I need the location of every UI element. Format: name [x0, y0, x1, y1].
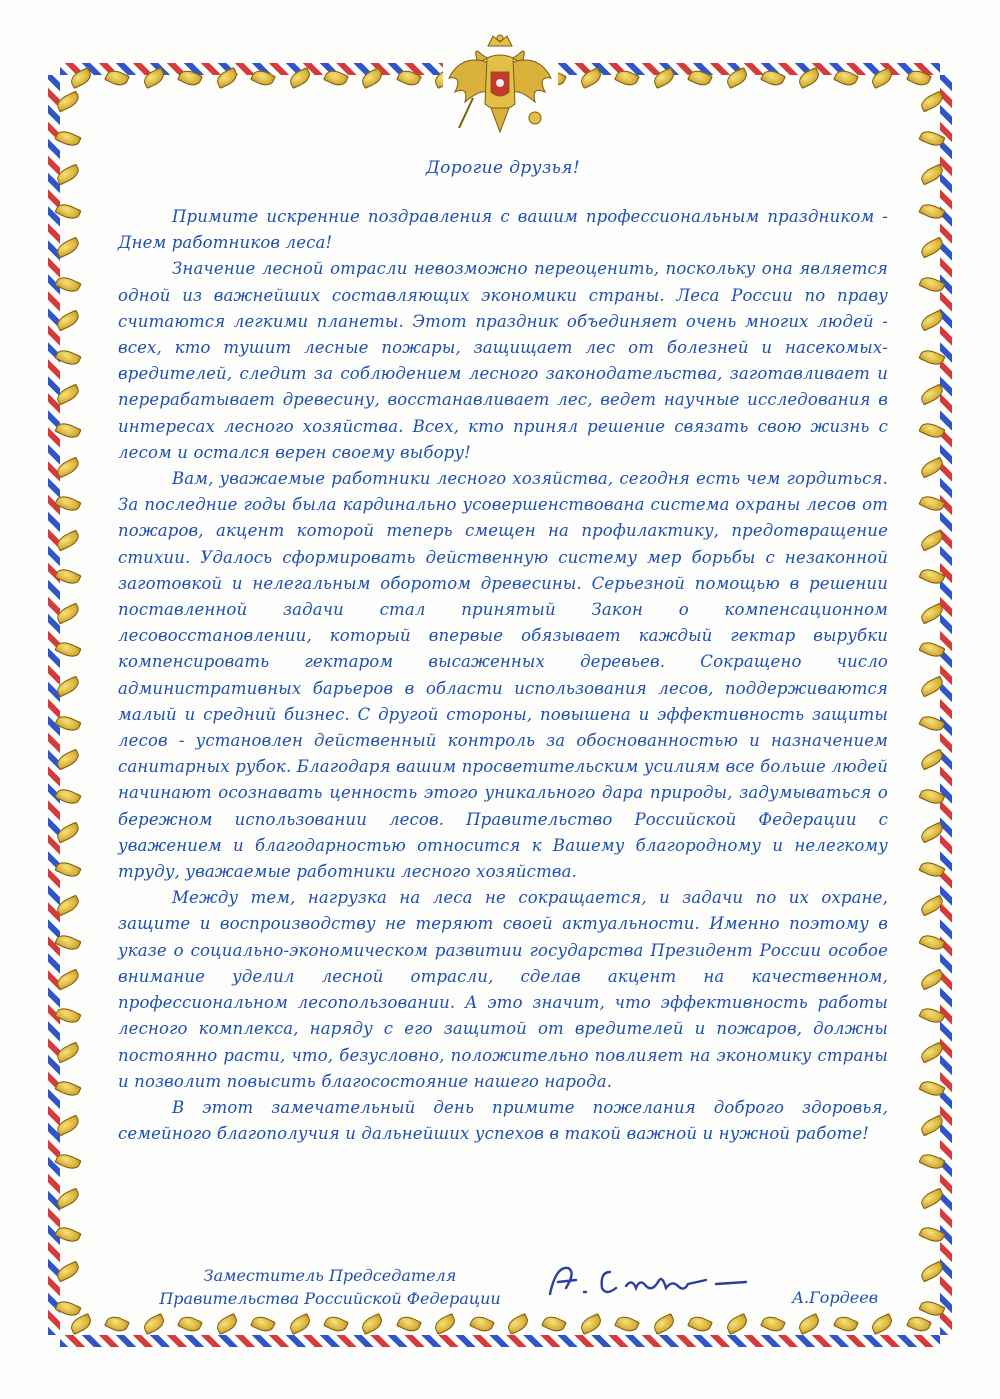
oak-leaf-icon	[54, 273, 81, 295]
oak-leaf-icon	[54, 1041, 81, 1063]
oak-leaf-icon	[54, 1005, 81, 1027]
oak-leaf-garland-bottom	[70, 1317, 930, 1339]
oak-leaf-icon	[918, 1078, 945, 1100]
oak-leaf-icon	[68, 1313, 94, 1335]
oak-leaf-icon	[54, 749, 81, 771]
paragraph: В этот замечательный день примите пожелания доброго здоровья, семейного благополучия и дальнейших успехов в такой важной и нужной работе!	[118, 1097, 888, 1144]
signature-block	[118, 1258, 888, 1318]
oak-leaf-icon	[141, 67, 167, 89]
oak-leaf-icon	[54, 968, 81, 990]
oak-leaf-icon	[724, 67, 750, 89]
oak-leaf-icon	[906, 67, 932, 89]
oak-leaf-icon	[54, 529, 81, 551]
oak-leaf-icon	[396, 67, 422, 89]
oak-leaf-icon	[54, 456, 81, 478]
signatory-title-line-1: Заместитель Председателя	[203, 1266, 457, 1285]
oak-leaf-icon	[918, 749, 945, 771]
oak-leaf-icon	[578, 67, 604, 89]
oak-leaf-garland-left	[54, 95, 82, 1315]
oak-leaf-icon	[918, 639, 945, 661]
oak-leaf-icon	[54, 822, 81, 844]
oak-leaf-icon	[54, 1224, 81, 1246]
oak-leaf-icon	[54, 310, 81, 332]
oak-leaf-icon	[918, 1261, 945, 1283]
oak-leaf-icon	[54, 1078, 81, 1100]
oak-leaf-icon	[614, 67, 640, 89]
oak-leaf-icon	[54, 858, 81, 880]
oak-leaf-icon	[54, 712, 81, 734]
oak-leaf-icon	[918, 1187, 945, 1209]
handwritten-signature	[536, 1258, 766, 1304]
oak-leaf-icon	[918, 968, 945, 990]
oak-leaf-icon	[918, 1224, 945, 1246]
oak-leaf-icon	[918, 529, 945, 551]
greeting: Дорогие друзья!	[425, 158, 581, 178]
oak-leaf-icon	[918, 1151, 945, 1173]
oak-leaf-icon	[687, 67, 713, 89]
oak-leaf-icon	[54, 493, 81, 515]
oak-leaf-icon	[918, 1041, 945, 1063]
paragraph: Между тем, нагрузка на леса не сокращается, и задачи по их охране, защите и воспроизводству не теряют своей актуальности. Именно поэтому в указе о социально-экономическом развитии государства Президент России особое внимание уделил лесной отрасли, сделав акцент на качественном, профессиональном лесопользовании. А это значит, что эффективность работы лесного комплекса, наряду с его защитой от вредителей и пожаров, должны постоянно расти, что, безусловно, положительно повлияет на экономику страны и позволит повысить благосостояние нашего народа.	[118, 888, 888, 1091]
oak-leaf-icon	[918, 310, 945, 332]
oak-leaf-icon	[54, 602, 81, 624]
oak-leaf-icon	[54, 127, 81, 149]
oak-leaf-icon	[54, 1151, 81, 1173]
paragraph: Вам, уважаемые работники лесного хозяйства, сегодня есть чем гордиться. За последние годы была кардинально усовершенствована система охраны лесов от пожаров, акцент которой теперь смещен на профилактику, предотвращение стихии. Удалось сформировать действенную систему мер борьбы с незаконной заготовкой и нелегальным оборотом древесины. Серьезной помощью в решении поставленной задачи стал принятый Закон о компенсационном лесовосстановлении, который впервые обязывает каждый гектар вырубки компенсировать гектаром высаженных деревьев. Сокращено число административных барьеров в области использования лесов, поддерживаются малый и средний бизнес. С другой стороны, повышена и эффективность защиты лесов - установлен действенный контроль за обоснованностью и назначением санитарных рубок. Благодаря вашим просветительским усилиям все больше людей начинают осознавать ценность этого уникального дара природы, задумываться о бережном использовании лесов. Правительство Российской Федерации с уважением и благодарностью относится к Вашему благородному и нелегкому труду, уважаемые работники лесного хозяйства.	[118, 469, 888, 882]
oak-leaf-icon	[918, 566, 945, 588]
signatory-title	[140, 1264, 520, 1310]
oak-leaf-icon	[918, 676, 945, 698]
oak-leaf-icon	[54, 931, 81, 953]
oak-leaf-icon	[250, 67, 276, 89]
oak-leaf-icon	[918, 712, 945, 734]
oak-leaf-icon	[918, 602, 945, 624]
oak-leaf-icon	[918, 91, 945, 113]
oak-leaf-icon	[918, 1114, 945, 1136]
oak-leaf-icon	[918, 931, 945, 953]
oak-leaf-icon	[918, 456, 945, 478]
signatory-title-line-2: Правительства Российской Федерации	[159, 1289, 501, 1308]
oak-leaf-icon	[760, 67, 786, 89]
oak-leaf-icon	[54, 785, 81, 807]
oak-leaf-icon	[869, 67, 895, 89]
oak-leaf-icon	[918, 822, 945, 844]
oak-leaf-icon	[323, 67, 349, 89]
signatory-name: А.Гордеев	[791, 1288, 878, 1307]
oak-leaf-icon	[54, 895, 81, 917]
coat-of-arms-icon	[443, 32, 558, 142]
oak-leaf-icon	[918, 785, 945, 807]
oak-leaf-icon	[214, 67, 240, 89]
oak-leaf-icon	[918, 200, 945, 222]
oak-leaf-icon	[918, 273, 945, 295]
oak-leaf-icon	[918, 127, 945, 149]
oak-leaf-icon	[54, 346, 81, 368]
oak-leaf-icon	[918, 1005, 945, 1027]
oak-leaf-icon	[54, 566, 81, 588]
oak-leaf-icon	[918, 164, 945, 186]
oak-leaf-icon	[918, 858, 945, 880]
oak-leaf-icon	[359, 67, 385, 89]
oak-leaf-icon	[651, 67, 677, 89]
paragraph: Примите искренние поздравления с вашим профессиональным праздником - Днем работников леса!	[118, 207, 888, 253]
oak-leaf-icon	[54, 420, 81, 442]
oak-leaf-icon	[54, 1187, 81, 1209]
oak-leaf-icon	[54, 164, 81, 186]
oak-leaf-icon	[918, 895, 945, 917]
oak-leaf-garland-right	[918, 95, 946, 1315]
oak-leaf-icon	[54, 676, 81, 698]
oak-leaf-icon	[906, 1313, 932, 1335]
oak-leaf-icon	[918, 237, 945, 259]
oak-leaf-icon	[918, 420, 945, 442]
oak-leaf-icon	[54, 1261, 81, 1283]
oak-leaf-icon	[797, 67, 823, 89]
oak-leaf-icon	[287, 67, 313, 89]
oak-leaf-icon	[54, 383, 81, 405]
paragraph: Значение лесной отрасли невозможно переоценить, поскольку она является одной из важнейших составляющих экономики страны. Леса России по праву считаются легкими планеты. Этот праздник объединяет очень многих людей - всех, кто тушит лесные пожары, защищает лес от болезней и насекомых-вредителей, следит за соблюдением лесного законодательства, заготавливает и перерабатывает древесину, восстанавливает лес, ведет научные исследования в интересах лесного хозяйства. Всех, кто принял решение связать свою жизнь с лесом и остался верен своему выбору!	[118, 259, 888, 462]
oak-leaf-icon	[54, 237, 81, 259]
oak-leaf-icon	[68, 67, 94, 89]
oak-leaf-icon	[918, 346, 945, 368]
oak-leaf-icon	[177, 67, 203, 89]
oak-leaf-icon	[54, 639, 81, 661]
oak-leaf-icon	[104, 67, 130, 89]
oak-leaf-icon	[54, 1114, 81, 1136]
oak-leaf-icon	[54, 200, 81, 222]
oak-leaf-icon	[918, 493, 945, 515]
letter-body	[118, 150, 888, 1147]
oak-leaf-icon	[918, 383, 945, 405]
oak-leaf-icon	[833, 67, 859, 89]
